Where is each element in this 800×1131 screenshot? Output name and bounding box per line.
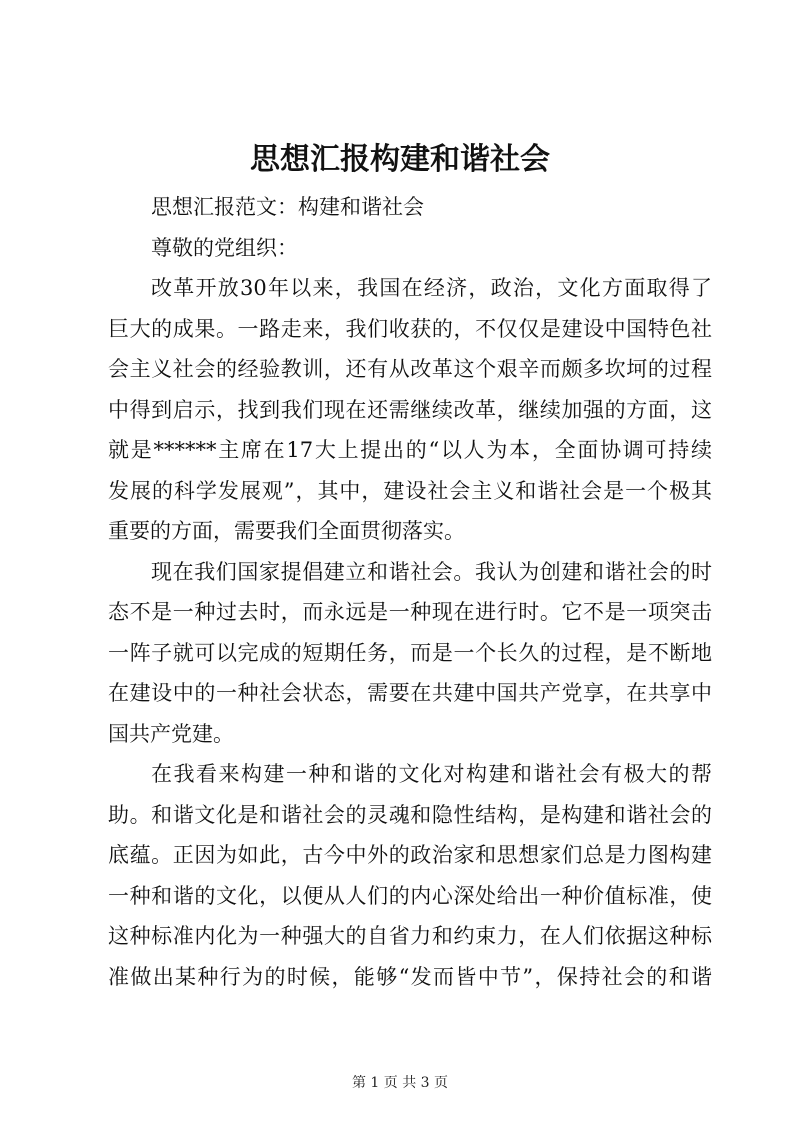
document-title: 思想汇报构建和谐社会: [250, 142, 550, 177]
text-line: 现在我们国家提倡建立和谐社会。我认为创建和谐社会的时: [151, 559, 712, 584]
document-body: [108, 187, 712, 997]
text-line: 尊敬的党组织：: [151, 235, 298, 260]
text-line: 一阵子就可以完成的短期任务，而是一个长久的过程，是不断地: [108, 640, 712, 665]
text-line: 就是******主席在17大上提出的“以人为本，全面协调可持续: [108, 438, 712, 462]
text-line: 重要的方面，需要我们全面贯彻落实。: [108, 519, 465, 543]
text-line: 一种和谐的文化，以便从人们的内心深处给出一种价值标准，使: [108, 883, 712, 908]
text-line: 国共产党建。: [108, 721, 234, 746]
text-line: 底蕴。正因为如此，古今中外的政治家和思想家们总是力图构建: [108, 843, 712, 867]
text-line: 发展的科学发展观”，其中，建设社会主义和谐社会是一个极其: [108, 478, 712, 503]
text-line: 中得到启示，找到我们现在还需继续改革，继续加强的方面，这: [108, 397, 712, 422]
text-line: 在我看来构建一种和谐的文化对构建和谐社会有极大的帮: [151, 762, 712, 786]
text-line: 在建设中的一种社会状态，需要在共建中国共产党享，在共享中: [108, 681, 712, 705]
text-line: 态不是一种过去时，而永远是一种现在进行时。它不是一项突击: [108, 600, 712, 624]
text-line: 准做出某种行为的时候，能够“发而皆中节”，保持社会的和谐: [108, 964, 712, 989]
text-line: 会主义社会的经验教训，还有从改革这个艰辛而颇多坎坷的过程: [108, 357, 712, 381]
text-line: 这种标准内化为一种强大的自省力和约束力，在人们依据这种标: [108, 924, 712, 948]
page-number-footer: 第 1 页 共 3 页: [351, 1075, 449, 1091]
text-line: 改革开放30年以来，我国在经济，政治，文化方面取得了: [151, 276, 712, 300]
text-line: 助。和谐文化是和谐社会的灵魂和隐性结构，是构建和谐社会的: [108, 802, 712, 827]
text-line: 思想汇报范文：构建和谐社会: [151, 195, 424, 219]
text-line: 巨大的成果。一路走来，我们收获的，不仅仅是建设中国特色社: [108, 316, 712, 341]
